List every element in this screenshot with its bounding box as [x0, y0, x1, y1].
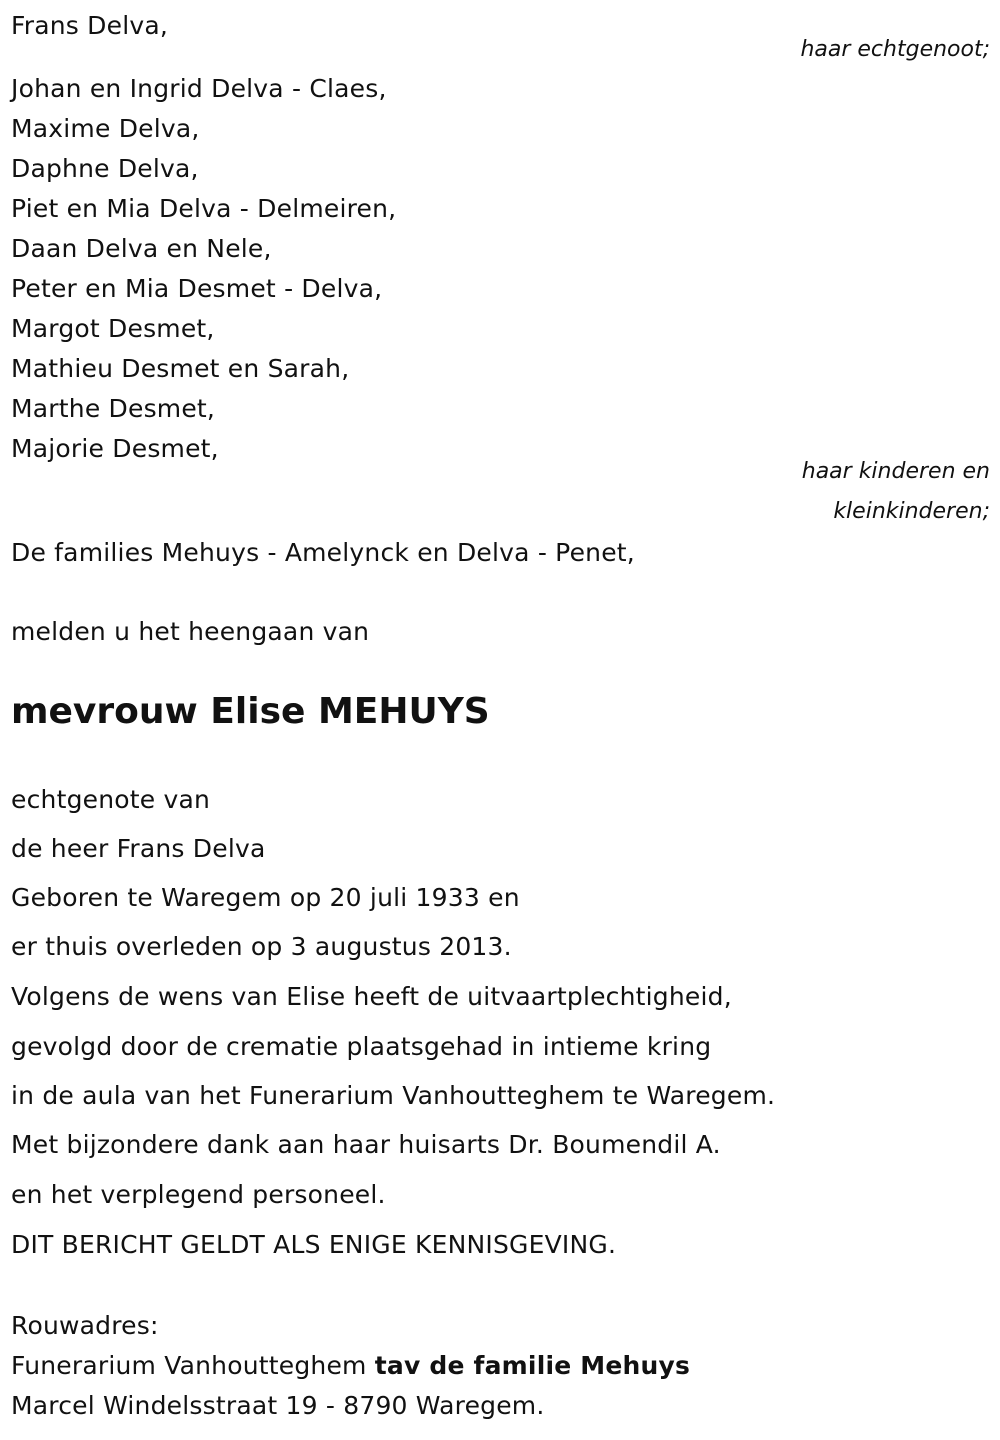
family-member: Johan en Ingrid Delva - Claes, [11, 74, 387, 103]
notice-statement: DIT BERICHT GELDT ALS ENIGE KENNISGEVING. [11, 1230, 617, 1259]
detail-line: in de aula van het Funerarium Vanhoutteghem te Waregem. [11, 1081, 776, 1110]
spouse-role: haar echtgenoot; [800, 37, 990, 62]
children-role-line2: kleinkinderen; [833, 499, 990, 524]
detail-line: en het verplegend personeel. [11, 1180, 386, 1209]
family-member: Peter en Mia Desmet - Delva, [11, 274, 383, 303]
address-recipient [11, 1350, 690, 1382]
detail-line: er thuis overleden op 3 augustus 2013. [11, 932, 512, 961]
address-street: Marcel Windelsstraat 19 - 8790 Waregem. [11, 1391, 545, 1420]
detail-line: Volgens de wens van Elise heeft de uitvaartplechtigheid, [11, 982, 732, 1011]
family-member: Marthe Desmet, [11, 394, 216, 423]
detail-line: echtgenote van [11, 785, 211, 814]
children-role-line1: haar kinderen en [801, 459, 990, 484]
announcement-line: melden u het heengaan van [11, 617, 370, 646]
family-member: Majorie Desmet, [11, 434, 219, 463]
funeral-home-name: Funerarium Vanhoutteghem [11, 1351, 367, 1380]
spouse-name: Frans Delva, [11, 11, 169, 40]
families-line: De families Mehuys - Amelynck en Delva - Penet, [11, 538, 635, 567]
detail-line: de heer Frans Delva [11, 834, 266, 863]
family-member: Piet en Mia Delva - Delmeiren, [11, 194, 397, 223]
detail-line: Geboren te Waregem op 20 juli 1933 en [11, 883, 520, 912]
deceased-name: mevrouw Elise MEHUYS [11, 691, 490, 732]
family-member: Maxime Delva, [11, 114, 200, 143]
address-label: Rouwadres: [11, 1311, 159, 1340]
detail-line: gevolgd door de crematie plaatsgehad in intieme kring [11, 1032, 712, 1061]
family-member: Mathieu Desmet en Sarah, [11, 354, 350, 383]
attention-line: tav de familie Mehuys [374, 1351, 691, 1380]
family-member: Daphne Delva, [11, 154, 199, 183]
family-member: Margot Desmet, [11, 314, 215, 343]
detail-line: Met bijzondere dank aan haar huisarts Dr. Boumendil A. [11, 1130, 721, 1159]
family-member: Daan Delva en Nele, [11, 234, 272, 263]
